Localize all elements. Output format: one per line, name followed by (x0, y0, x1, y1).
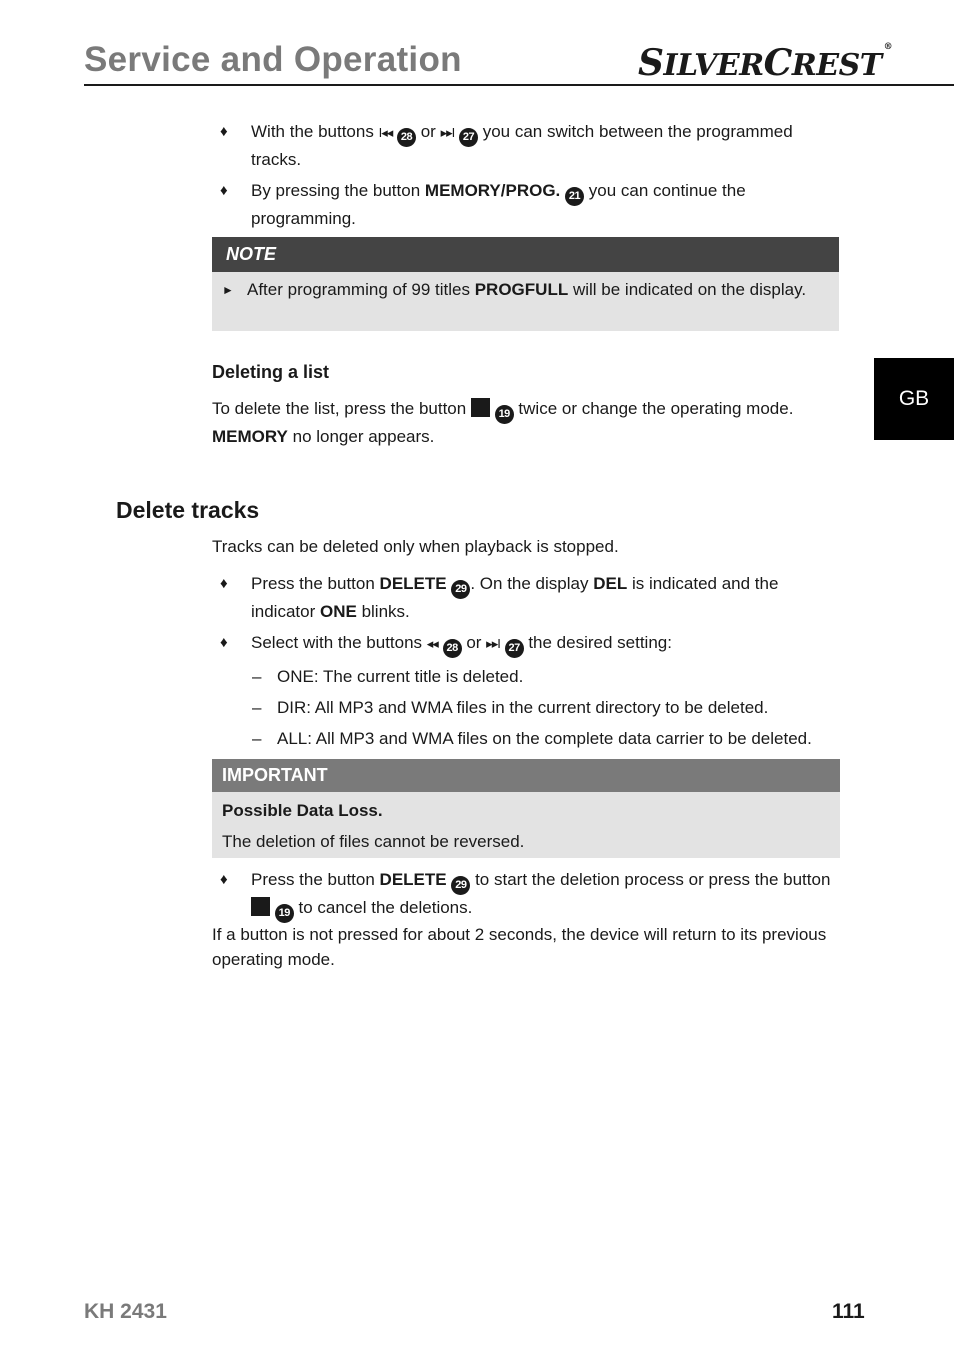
section-heading: Delete tracks (116, 497, 260, 523)
callout-number: 27 (505, 639, 524, 658)
callout-number: 28 (397, 128, 416, 147)
bullet-diamond-icon: ♦ (220, 634, 228, 651)
footer-model: KH 2431 (84, 1300, 167, 1323)
rewind-icon: ◂◂ (426, 636, 438, 651)
button-name: DELETE (379, 574, 447, 593)
important-subtitle: Possible Data Loss. (222, 801, 383, 820)
callout-number: 19 (275, 904, 294, 923)
bullet-diamond-icon: ♦ (220, 123, 228, 140)
display-text: MEMORY (212, 427, 288, 446)
bullet-diamond-icon: ♦ (220, 182, 228, 199)
brand-part-ilver: ILVER (663, 48, 764, 83)
language-tab[interactable] (874, 358, 954, 440)
important-text: The deletion of files cannot be reversed. (222, 832, 525, 851)
brand-part-rest: REST (791, 48, 882, 83)
sub-list-item (212, 664, 852, 689)
next-track-icon: ▸▸I (440, 125, 455, 140)
paragraph: Tracks can be deleted only when playback is stopped. (212, 537, 619, 556)
paragraph (212, 396, 840, 449)
text: Select with the buttons (251, 633, 423, 652)
next-track-icon: ▸▸I (486, 636, 500, 651)
display-text: ONE (320, 602, 357, 621)
callout-number: 21 (565, 187, 584, 206)
callout-number: 27 (459, 128, 478, 147)
header-rule (84, 84, 954, 86)
previous-track-icon: I◂◂ (378, 125, 393, 140)
language-tab-label: GB (898, 387, 930, 410)
page-number: 111 (832, 1300, 865, 1323)
page-title: Service and Operation (84, 40, 462, 79)
text: is indicated and the indicator (251, 574, 779, 621)
text: or (466, 633, 482, 652)
text: you can continue the programming. (251, 181, 746, 228)
important-body (212, 792, 840, 858)
text: no longer appears. (292, 427, 435, 446)
dash-mark: – (252, 729, 262, 748)
list-item (212, 178, 840, 231)
list-item (212, 571, 840, 624)
callout-number: 29 (451, 580, 470, 599)
important-header: IMPORTANT (212, 759, 840, 792)
text: By pressing the button (251, 181, 421, 200)
stop-icon (471, 398, 490, 417)
text: to start the deletion process or press the button (475, 870, 831, 889)
text: the desired setting: (528, 633, 672, 652)
brand-letter-s: S (638, 42, 664, 84)
sub-list-item (212, 695, 852, 720)
note-body (212, 272, 839, 331)
section-heading: Deleting a list (212, 362, 330, 382)
dash-mark: – (252, 667, 262, 686)
dash-mark: – (252, 698, 262, 717)
button-name: MEMORY/PROG. (424, 181, 561, 200)
registered-mark: ® (883, 42, 893, 52)
text: blinks. (361, 602, 410, 621)
text: Press the button (251, 574, 375, 593)
text: To delete the list, press the button (212, 399, 467, 418)
button-name: DELETE (379, 870, 447, 889)
text: Press the button (251, 870, 375, 889)
brand-letter-c: C (763, 42, 792, 84)
text: or (420, 122, 436, 141)
display-text: DEL (593, 574, 628, 593)
arrow-right-icon: ► (222, 283, 234, 297)
text: twice or change the operating mode. (518, 399, 794, 418)
paragraph: If a button is not pressed for about 2 seconds, the device will return to its previous operating mode. (212, 925, 827, 969)
bullet-diamond-icon: ♦ (220, 575, 228, 592)
text: you can switch between the programmed tracks. (251, 122, 793, 169)
option-text: DIR: All MP3 and WMA files in the current directory to be deleted. (277, 698, 769, 717)
text: . On the display (470, 574, 589, 593)
bullet-diamond-icon: ♦ (220, 871, 228, 888)
text: will be indicated on the display. (572, 280, 807, 299)
option-text: ALL: All MP3 and WMA files on the complete data carrier to be deleted. (277, 729, 812, 748)
callout-number: 19 (495, 405, 514, 424)
text: to cancel the deletions. (298, 898, 473, 917)
text: After programming of 99 titles (247, 280, 470, 299)
callout-number: 29 (451, 876, 470, 895)
sub-list-item (212, 726, 852, 751)
option-text: ONE: The current title is deleted. (277, 667, 524, 686)
text: With the buttons (251, 122, 374, 141)
note-header: NOTE (212, 237, 839, 272)
display-text: PROGFULL (474, 280, 569, 299)
callout-number: 28 (443, 639, 462, 658)
list-item (212, 119, 840, 172)
list-item (212, 867, 840, 923)
list-item (212, 630, 840, 658)
brand-logo (638, 42, 892, 84)
stop-icon (251, 897, 270, 916)
